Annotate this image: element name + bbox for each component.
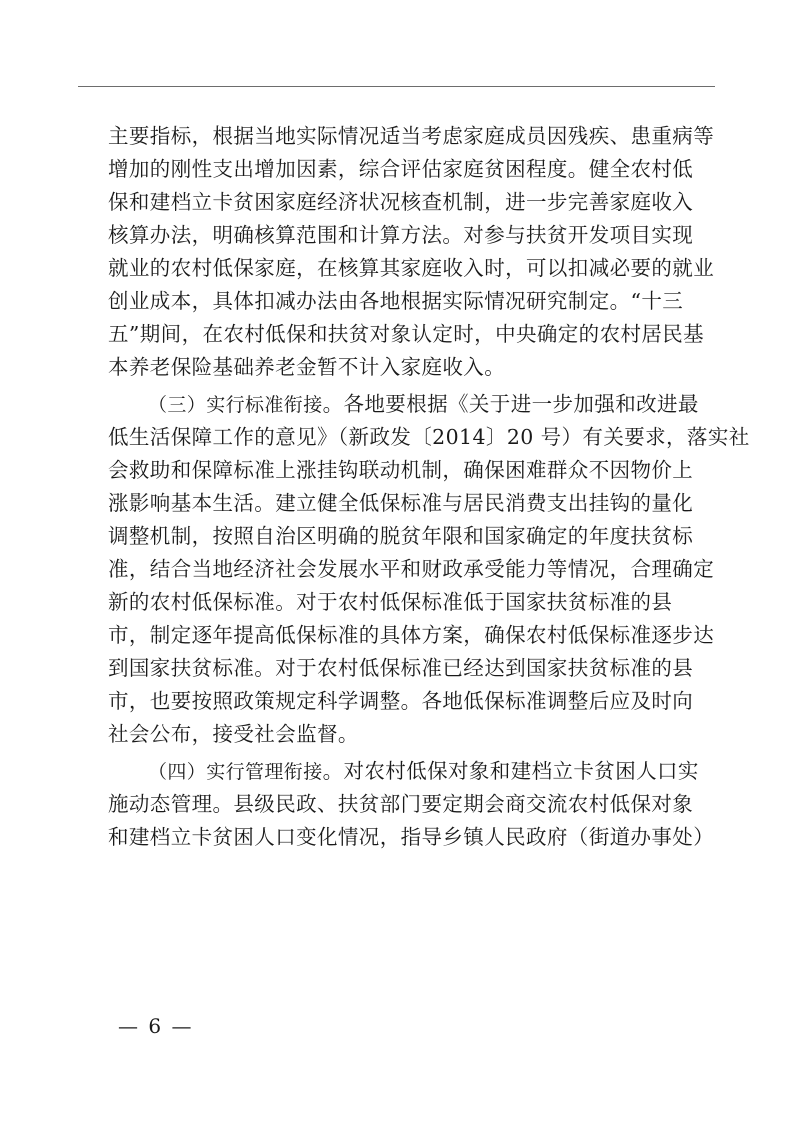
paragraph-continuation — [108, 120, 715, 384]
text-line: 准，结合当地经济社会发展水平和财政承受能力等情况，合理确定 — [108, 557, 715, 581]
text-line: 市，也要按照政策规定科学调整。各地低保标准调整后应及时向 — [108, 689, 694, 713]
text-line: 会救助和保障标准上涨挂钩联动机制，确保困难群众不因物价上 — [108, 458, 694, 482]
text-line: 就业的农村低保家庭，在核算其家庭收入时，可以扣减必要的就业 — [108, 256, 715, 280]
text-line: 市，制定逐年提高低保标准的具体方案，确保农村低保标准逐步达 — [108, 623, 715, 647]
text-line — [108, 388, 699, 421]
text-line: 本养老保险基础养老金暂不计入家庭收入。 — [108, 355, 506, 379]
section-management-linkage — [108, 755, 715, 854]
text-line: 创业成本，具体扣减办法由各地根据实际情况研究制定。“十三 — [108, 289, 684, 313]
text-line: 增加的刚性支出增加因素，综合评估家庭贫困程度。健全农村低 — [108, 157, 694, 181]
page-number: — 6 — — [118, 1014, 194, 1038]
text-line: 调整机制，按照自治区明确的脱贫年限和国家确定的年度扶贫标 — [108, 524, 694, 548]
text-line: 保和建档立卡贫困家庭经济状况核查机制，进一步完善家庭收入 — [108, 190, 694, 214]
text-line: 低生活保障工作的意见》（新政发〔2014〕20 号）有关要求，落实社 — [108, 425, 750, 449]
text-line: 五”期间，在农村低保和扶贫对象认定时，中央确定的农村居民基 — [108, 322, 705, 346]
header-rule — [78, 86, 715, 87]
body-text — [108, 120, 750, 854]
text-line: 核算办法，明确核算范围和计算方法。对参与扶贫开发项目实现 — [108, 223, 694, 247]
text-line: 施动态管理。县级民政、扶贫部门要定期会商交流农村低保对象 — [108, 792, 694, 816]
text-line: 社会公布，接受社会监督。 — [108, 722, 359, 746]
section-standard-linkage — [108, 388, 750, 751]
section-text: 。各地要根据《关于进一步加强和改进最 — [322, 392, 699, 416]
section-heading: （三）实行标准衔接 — [148, 394, 323, 416]
text-line: 涨影响基本生活。建立健全低保标准与居民消费支出挂钩的量化 — [108, 491, 694, 515]
text-line: 主要指标，根据当地实际情况适当考虑家庭成员因残疾、患重病等 — [108, 124, 715, 148]
text-line: 新的农村低保标准。对于农村低保标准低于国家扶贫标准的县 — [108, 590, 673, 614]
text-line — [108, 755, 699, 788]
section-text: 。对农村低保对象和建档立卡贫困人口实 — [322, 759, 699, 783]
section-heading: （四）实行管理衔接 — [148, 761, 323, 783]
text-line: 到国家扶贫标准。对于农村低保标准已经达到国家扶贫标准的县 — [108, 656, 694, 680]
text-line: 和建档立卡贫困人口变化情况，指导乡镇人民政府（街道办事处） — [108, 825, 715, 849]
